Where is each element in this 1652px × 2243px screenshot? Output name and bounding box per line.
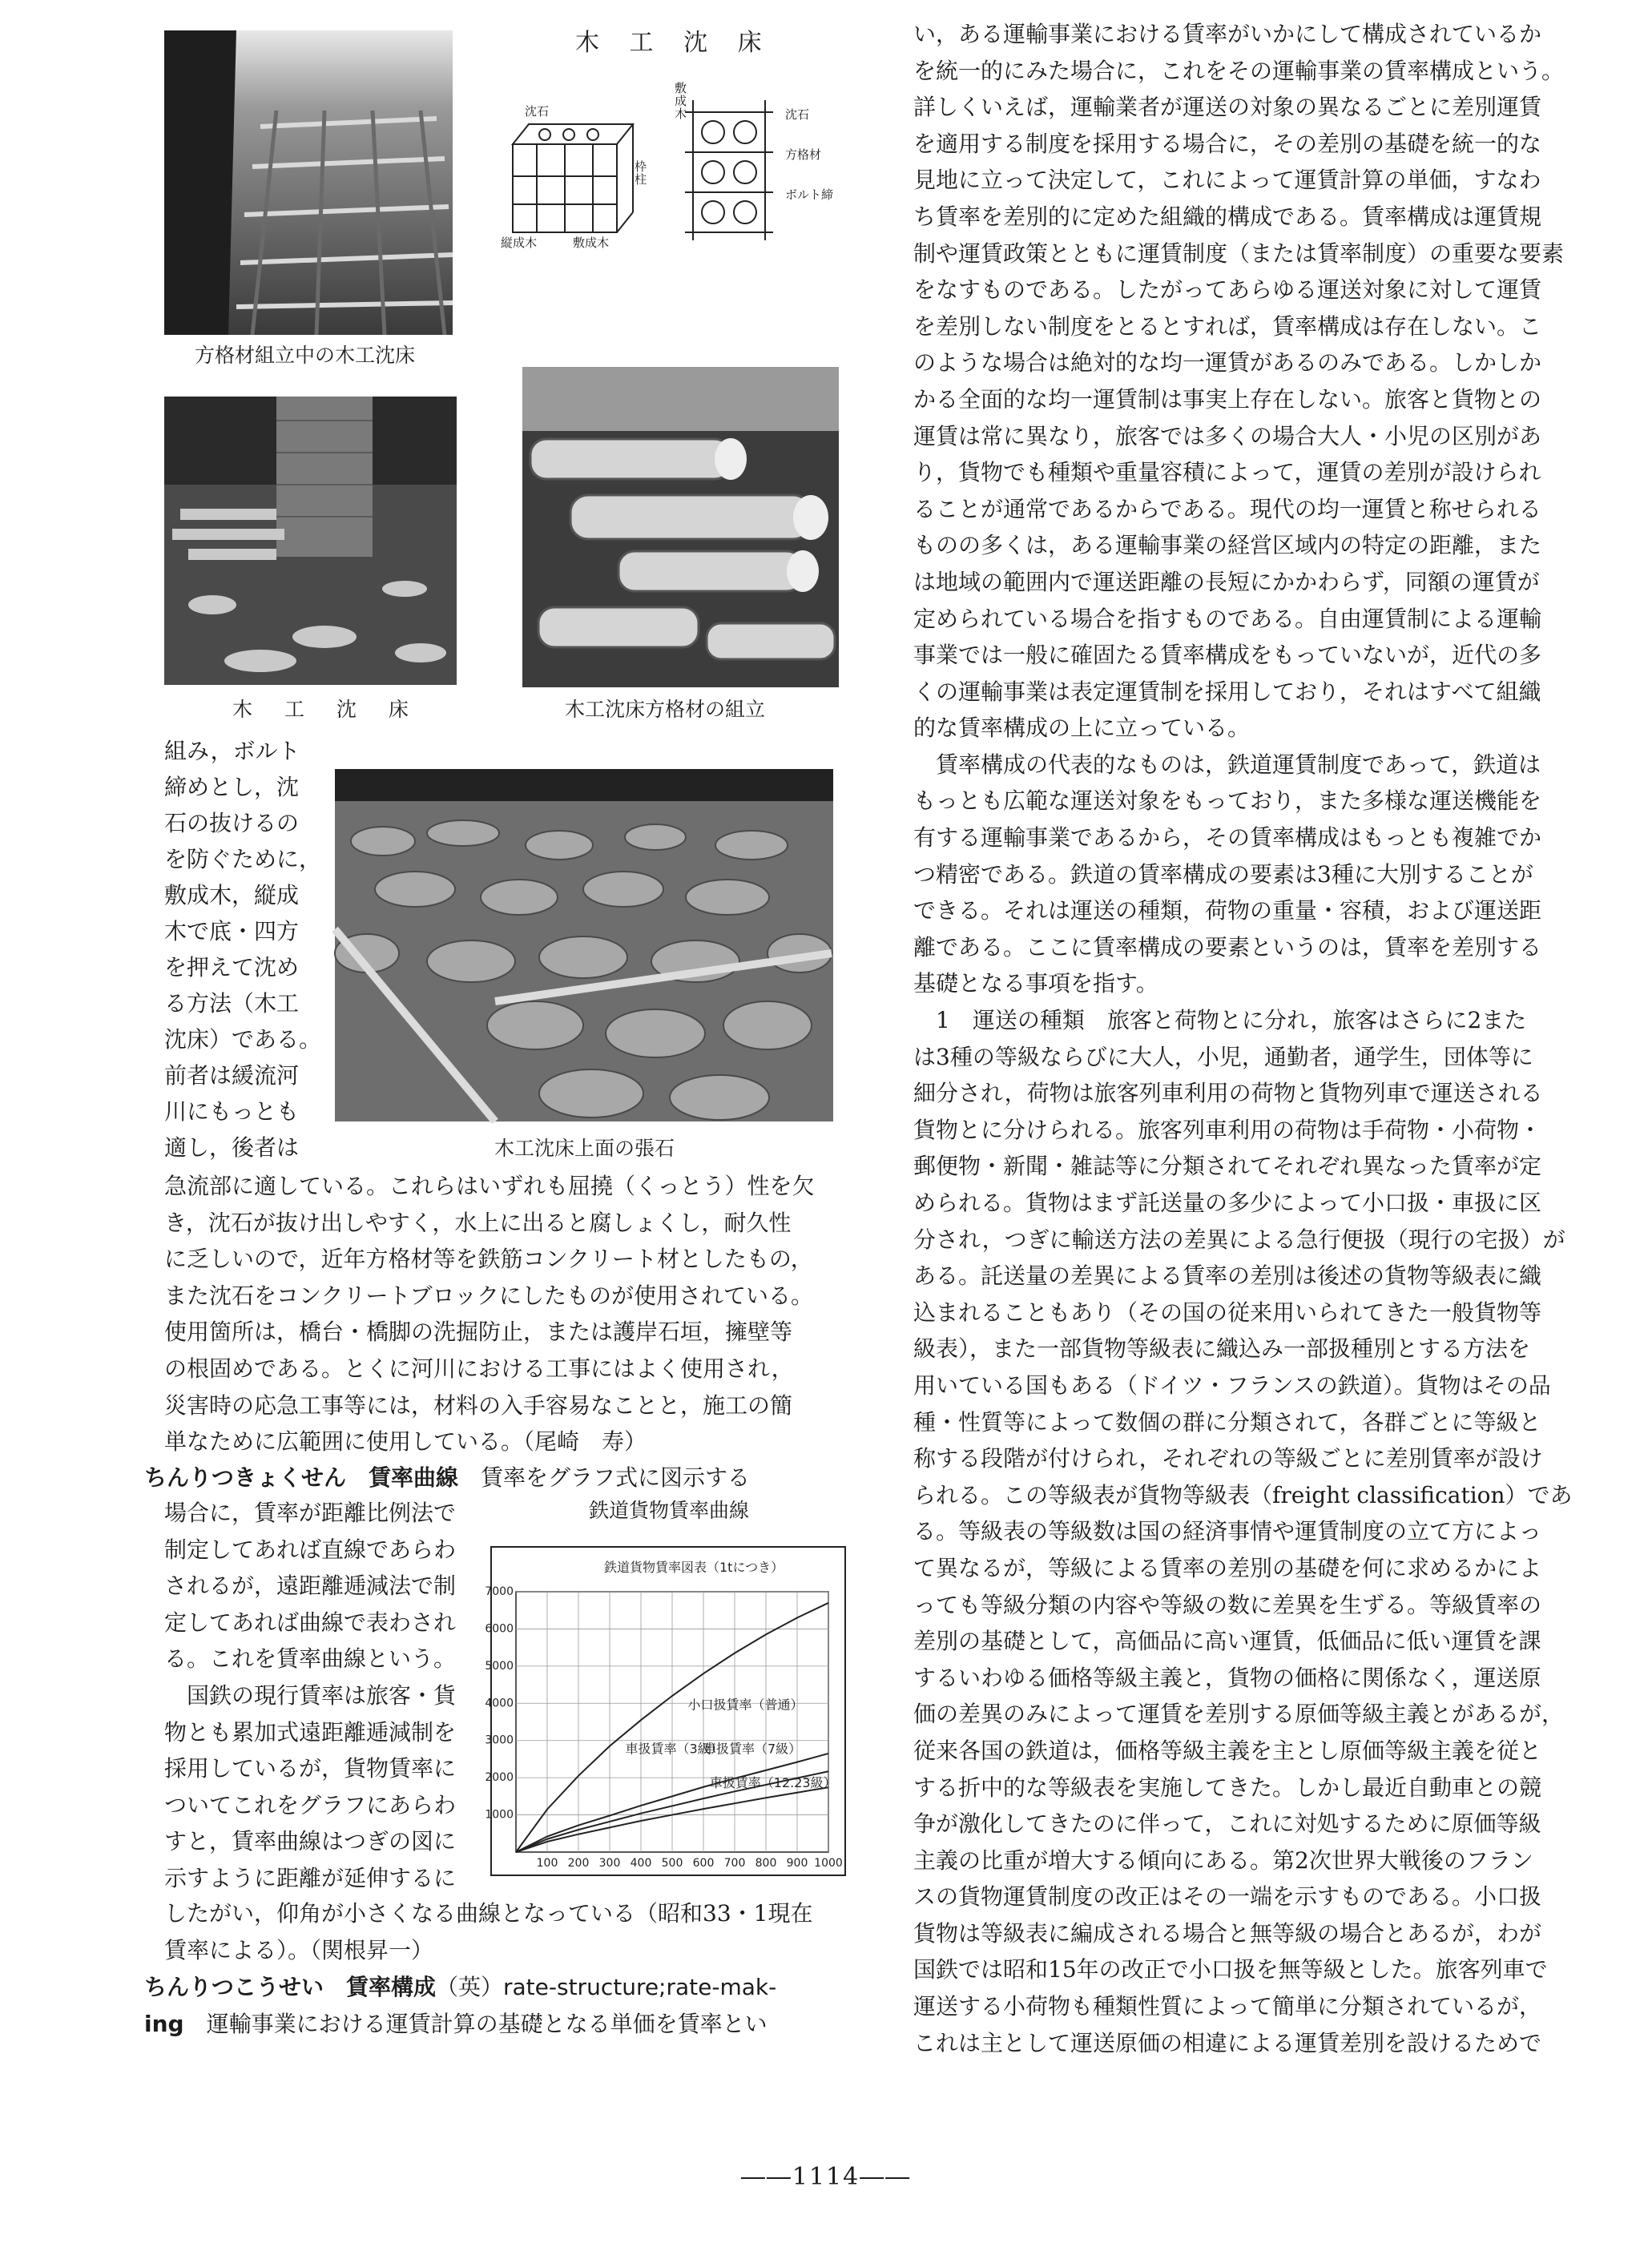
text-line: ることが通常であるからである。現代の均一運賃と称せられる xyxy=(913,495,1541,522)
photo-square-timber-assembly xyxy=(522,367,839,687)
text-line: 込まれることもあり（その国の従来用いられてきた一般貨物等 xyxy=(913,1299,1542,1326)
wrap-line: 敷成木，縦成 xyxy=(164,882,300,908)
photo-wooden-mattress-assembly xyxy=(164,30,453,335)
text-line: ものの多くは，ある運輸事業の経営区域内の特定の距離，また xyxy=(913,532,1542,559)
page-number: ――1114―― xyxy=(740,2163,912,2191)
chart-y-tick-label: 3000 xyxy=(485,1734,514,1747)
text-line: 貨物とに分けられる。旅客列車利用の荷物は手荷物・小荷物・ xyxy=(913,1116,1542,1143)
text-line: 国鉄では昭和15年の改正で小口扱を無等級とした。旅客列車で xyxy=(913,1956,1548,1983)
wrap-text-left xyxy=(164,733,349,1166)
diagram-title: 木 工 沈 床 xyxy=(575,29,773,57)
text-line: 定められている場合を指すものである。自由運賃制による運輸 xyxy=(913,605,1542,632)
text-line: スの貨物運賃制度の改正はその一端を示すものである。小口扱 xyxy=(913,1883,1542,1911)
entry-rate-curve-wrap xyxy=(164,1495,501,1897)
chart-x-tick-label: 400 xyxy=(630,1857,652,1870)
left-column-text xyxy=(164,1168,845,1460)
text-line: を統一的にみた場合に，これをその運輸事業の賃率構成という。 xyxy=(913,57,1565,84)
photo-stone-paving xyxy=(335,769,833,1122)
entry-headword: ちんりつきょくせん 賃率曲線 xyxy=(144,1464,459,1491)
text-line: き，沈石が抜け出しやすく，水上に出ると腐しょくし，耐久性 xyxy=(164,1209,792,1236)
text-line: をなすものである。したがってあらゆる運送対象に対して運賃 xyxy=(913,276,1542,304)
text-line: を差別しない制度をとるとすれば，賃率構成は存在しない。こ xyxy=(913,312,1542,340)
text-line: する折中的な等級表を実施してきた。しかし最近自動車との競 xyxy=(913,1774,1542,1801)
chart-caption: 鉄道貨物賃率曲線 xyxy=(589,1499,750,1522)
wrap-line: 組み，ボルト xyxy=(164,738,300,764)
text-line: 運賃は常に異なり，旅客では多くの場合大人・小児の区別があ xyxy=(913,422,1542,449)
diagram-label-post: 枠柱 xyxy=(635,159,647,187)
chart-x-tick-label: 600 xyxy=(692,1857,715,1870)
text-line: り，貨物でも種類や重量容積によって，運賃の差別が設けられ xyxy=(913,459,1541,486)
text-line: っても等級分類の内容や等級の数に差異を生ずる。等級賃率の xyxy=(913,1591,1542,1618)
photo-wooden-mattress-pier xyxy=(164,397,457,685)
text-line: 単なために広範囲に使用している。（尾崎 寿） xyxy=(164,1428,647,1456)
text-line: のような場合は絶対的な均一運賃があるのみである。しかしか xyxy=(913,349,1542,377)
text-line: 郵便物・新聞・雑誌等に分類されてそれぞれ異なった賃率が定 xyxy=(913,1153,1542,1180)
diagram-wooden-mattress xyxy=(497,81,849,250)
text-line: は地域の範囲内で運送距離の長短にかかわらず，同額の運賃が xyxy=(913,568,1540,595)
text-line: これは主として運送原価の相違による運賃差別を設けるためで xyxy=(913,2029,1542,2056)
text-line: られる。この等級表が貨物等級表（freight classification）であ xyxy=(913,1481,1573,1508)
text-line: 国鉄の現行賃率は旅客・貨 xyxy=(164,1681,457,1709)
text-line: 基礎となる事項を指す。 xyxy=(913,970,1158,997)
text-line: 級表），また一部貨物等級表に織込み一部扱種別とする方法を xyxy=(913,1335,1531,1363)
text-line: る。これを賃率曲線という。 xyxy=(164,1645,457,1673)
entry-english: （英）rate-structure;rate-mak- xyxy=(436,1974,777,2000)
text-line: 用いている国もある（ドイツ・フランスの鉄道）。貨物はその品 xyxy=(913,1371,1551,1399)
wrap-line: 石の抜けるの xyxy=(164,810,300,836)
entry-rate-structure xyxy=(144,1969,849,2042)
text-line: められる。貨物はまず託送量の多少によって小口扱・車扱に区 xyxy=(913,1190,1542,1216)
wrap-line: 適し，後者は xyxy=(164,1134,300,1161)
text-line: したがい，仰角が小さくなる曲線となっている（昭和33・1現在 xyxy=(164,1900,813,1927)
text-line: 貨物は等級表に編成される場合と無等級の場合とあるが，わが xyxy=(913,1919,1542,1947)
text-line: 制や運賃政策とともに運賃制度（または賃率制度）の重要な要素 xyxy=(913,240,1565,267)
photo-caption-square-timber: 木工沈床方格材の組立 xyxy=(565,698,766,721)
text-line: 種・性質等によって数個の群に分類されて，各群ごとに等級と xyxy=(913,1408,1541,1436)
text-line: は3種の等級ならびに大人，小児，通勤者，通学生，団体等に xyxy=(913,1043,1533,1070)
chart-x-tick-label: 200 xyxy=(567,1857,590,1870)
diagram-label-bed-log: 敷成木 xyxy=(573,236,610,250)
chart-x-tick-label: 500 xyxy=(661,1857,683,1870)
entry-rate-curve-tail xyxy=(164,1895,845,1968)
text-line: 場合に，賃率が距離比例法で xyxy=(164,1500,457,1526)
chart-x-tick-label: 300 xyxy=(598,1857,621,1870)
text-line: 1 運送の種類 旅客と荷物とに分れ，旅客はさらに2また xyxy=(913,1007,1527,1034)
wrap-line: 川にもっとも xyxy=(164,1098,300,1125)
chart-series-label: 車扱賃率（7級） xyxy=(703,1741,802,1757)
text-line: 物とも累加式遠距離逓減制を xyxy=(164,1718,457,1746)
text-line: 争が激化してきたのに伴って，これに対処するために原価等級 xyxy=(913,1810,1541,1838)
text-line: 運送する小荷物も種類性質によって簡単に分類されているが， xyxy=(913,1993,1542,2020)
chart-y-tick-label: 1000 xyxy=(485,1808,514,1822)
text-line: くの運輸事業は表定運賃制を採用しており，それはすべて組織 xyxy=(913,678,1541,705)
entry-text: 賃率をグラフ式に図示する xyxy=(458,1464,751,1491)
text-line: 定してあれば曲線で表わされ xyxy=(164,1609,457,1636)
text-line: 差別の基礎として，高価品に高い運賃，低価品に低い運賃を課 xyxy=(913,1628,1541,1655)
text-line: 採用しているが，貨物賃率に xyxy=(164,1755,457,1782)
text-line: の根固めである。とくに河川における工事にはよく使用され， xyxy=(164,1355,794,1382)
text-line: 主義の比重が増大する傾向にある。第2次世界大戦後のフラン xyxy=(913,1846,1533,1874)
entry-text: 運輸事業における運賃計算の基礎となる単価を賃率とい xyxy=(183,2010,768,2037)
text-line: ついてこれをグラフにあらわ xyxy=(164,1791,457,1818)
chart-y-tick-label: 5000 xyxy=(485,1659,514,1673)
entry-rate-curve-heading xyxy=(144,1460,849,1496)
chart-series-label: 車扱賃率（12.23級） xyxy=(709,1774,836,1790)
text-line: を適用する制度を採用する場合に，その差別の基礎を統一的な xyxy=(913,130,1542,157)
entry-headword: ちんりつこうせい 賃率構成 xyxy=(144,1974,437,2000)
text-line: もっとも広範な運送対象をもっており，また多様な運送機能を xyxy=(913,787,1542,815)
text-line: に乏しいので，近年方格材等を鉄筋コンクリート材としたもの， xyxy=(164,1246,813,1273)
chart-x-tick-label: 100 xyxy=(536,1857,558,1870)
diagram-label-bolt: ボルト締 xyxy=(785,187,834,202)
text-line: る。等級表の等級数は国の経済事情や運賃制度の立て方によっ xyxy=(913,1518,1542,1545)
diagram-label-bed-log-right: 敷成木 xyxy=(675,81,687,121)
text-line: 的な賃率構成の上に立っている。 xyxy=(913,715,1251,742)
text-line: 称する段階が付けられ，それぞれの等級ごとに差別賃率が設け xyxy=(913,1445,1543,1472)
text-line: 詳しくいえば，運輸業者が運送の対象の異なるごとに差別運賃 xyxy=(913,94,1542,121)
wrap-line: 前者は緩流河 xyxy=(164,1062,300,1089)
entry-english-cont: ing xyxy=(144,2010,184,2037)
text-line: ある。託送量の差異による賃率の差別は後述の貨物等級表に織 xyxy=(913,1262,1542,1290)
text-line: 見地に立って決定して，これによって運賃計算の単価，すなわ xyxy=(913,167,1541,194)
text-line: て異なるが，等級による賃率の差別の基礎を何に求めるかによ xyxy=(913,1554,1542,1581)
diagram-label-vertical-log: 縦成木 xyxy=(501,236,538,250)
text-line: また沈石をコンクリートブロックにしたものが使用されている。 xyxy=(164,1282,814,1309)
text-line: 制定してあれば直線であらわ xyxy=(164,1536,457,1563)
chart-x-tick-label: 700 xyxy=(723,1857,746,1870)
chart-y-tick-label: 4000 xyxy=(485,1697,514,1710)
diagram-label-square-timber: 方格材 xyxy=(785,147,822,162)
photo-caption-assembly: 方格材組立中の木工沈床 xyxy=(195,344,416,367)
chart-series-label: 車扱賃率（3級） xyxy=(625,1741,723,1757)
wrap-line: 締めとし，沈 xyxy=(164,774,300,800)
text-line: かる全面的な均一運賃制は事実上存在しない。旅客と貨物との xyxy=(913,385,1542,413)
text-line: 分され，つぎに輸送方法の差異による急行便扱（現行の宅扱）が xyxy=(913,1226,1565,1253)
photo-caption-stone-paving: 木工沈床上面の張石 xyxy=(494,1137,675,1160)
chart-title: 鉄道貨物賃率図表（1tにつき） xyxy=(604,1560,784,1575)
right-column-text xyxy=(913,16,1594,2061)
text-line: つ精密である。鉄道の賃率構成の要素は3種に大別することが xyxy=(913,860,1533,888)
rate-chart xyxy=(485,1546,846,1876)
chart-y-tick-label: 2000 xyxy=(485,1771,514,1785)
text-line: 有する運輸事業であるから，その賃率構成はもっとも複雑でか xyxy=(913,824,1542,852)
text-line: い，ある運輸事業における賃率がいかにして構成されているか xyxy=(913,21,1542,47)
text-line: されるが，遠距離逓減法で制 xyxy=(164,1573,457,1600)
text-line: 事業では一般に確固たる賃率構成をもっていないが，近代の多 xyxy=(913,642,1542,669)
text-line: するいわゆる価格等級主義と，貨物の価格に関係なく，運送原 xyxy=(913,1664,1541,1691)
rate-chart-svg xyxy=(485,1548,844,1875)
photo-caption-pier: 木 工 沈 床 xyxy=(232,698,421,721)
text-line: ち賃率を差別的に定めた組織的構成である。賃率構成は運賃規 xyxy=(913,203,1542,230)
wrap-line: を防ぐために， xyxy=(164,846,322,872)
text-line: 災害時の応急工事等には，材料の入手容易なことと，施工の簡 xyxy=(164,1391,793,1419)
text-line: 従来各国の鉄道は，価格等級主義を主とし原価等級主義を従と xyxy=(913,1737,1542,1764)
text-line: 使用箇所は，橋台・橋脚の洗掘防止，または護岸石垣，擁壁等 xyxy=(164,1319,793,1346)
chart-x-tick-label: 900 xyxy=(786,1857,808,1870)
chart-series-label: 小口扱賃率（普通） xyxy=(687,1697,804,1713)
diagram-label-stone-right: 沈石 xyxy=(785,107,810,122)
diagram-label-stone: 沈石 xyxy=(525,104,550,119)
text-line: 示すように距離が延伸するに xyxy=(164,1864,457,1891)
chart-y-tick-label: 7000 xyxy=(485,1585,514,1598)
wrap-line: る方法（木工 xyxy=(164,990,300,1017)
chart-y-tick-label: 6000 xyxy=(485,1622,514,1636)
text-line: 価の差異のみによって運賃を差別する原価等級主義とがあるが， xyxy=(913,1701,1565,1728)
text-line: 細分され，荷物は旅客列車利用の荷物と貨物列車で運送される xyxy=(913,1080,1543,1107)
text-line: 急流部に適している。これらはいずれも屈撓（くっとう）性を欠 xyxy=(164,1173,815,1199)
text-line: できる。それは運送の種類，荷物の重量・容積，および運送距 xyxy=(913,897,1542,924)
wrap-line: を押えて沈め xyxy=(164,954,300,981)
wrap-line: 木で底・四方 xyxy=(164,918,300,944)
chart-x-tick-label: 1000 xyxy=(814,1857,843,1870)
chart-x-tick-label: 800 xyxy=(755,1857,777,1870)
text-line: 賃率による）。（関根昇一） xyxy=(164,1936,434,1963)
wrap-line: 沈床）である。 xyxy=(164,1026,322,1053)
text-line: 賃率構成の代表的なものは，鉄道運賃制度であって，鉄道は xyxy=(913,751,1541,778)
text-line: 離である。ここに賃率構成の要素というのは，賃率を差別する xyxy=(913,933,1542,960)
text-line: すと，賃率曲線はつぎの図に xyxy=(164,1828,457,1855)
